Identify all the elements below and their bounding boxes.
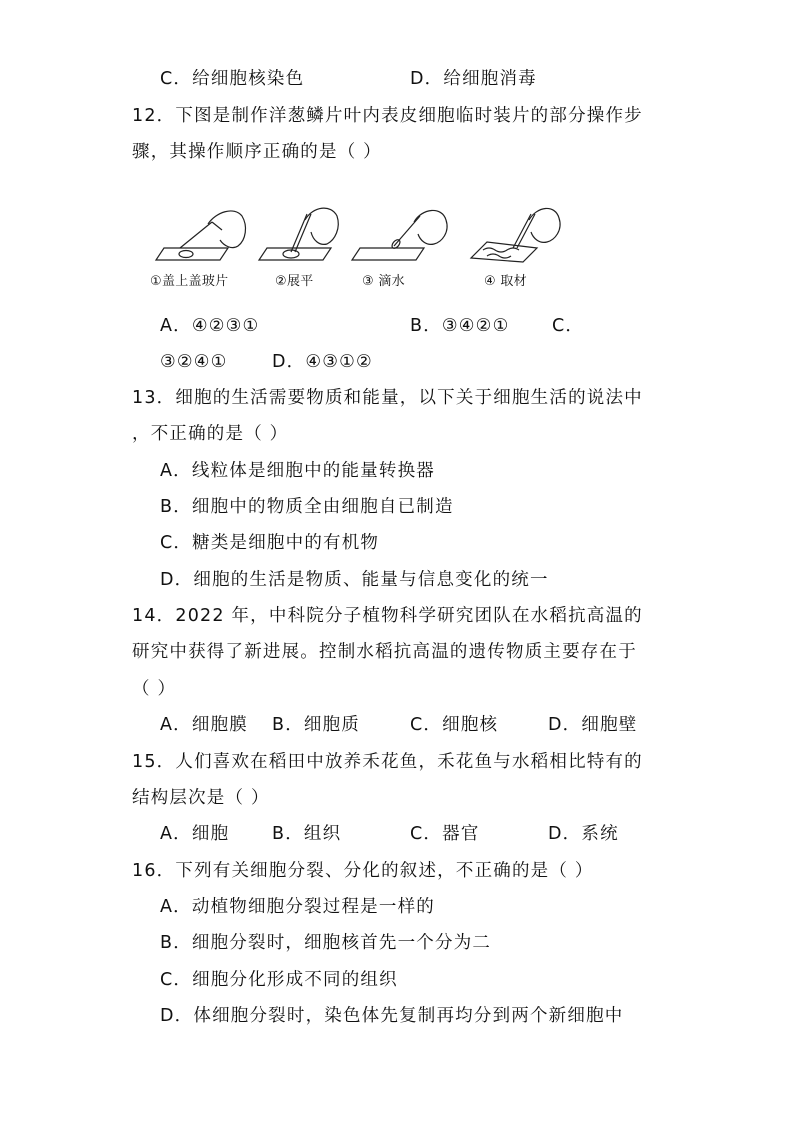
cover-slip-illustration xyxy=(156,211,245,260)
q11-option-c: C．给细胞核染色 xyxy=(160,69,305,89)
q12-option-b: B．③④②① xyxy=(410,316,510,336)
caption-drip-water: ③ 滴水 xyxy=(362,274,405,289)
q15-stem-line-1: 15．人们喜欢在稻田中放养禾花鱼，禾花鱼与水稻相比特有的 xyxy=(132,752,643,772)
q13-option-d: D．细胞的生活是物质、能量与信息变化的统一 xyxy=(160,570,549,590)
caption-take-material: ④ 取材 xyxy=(484,274,527,289)
q16-option-c: C．细胞分化形成不同的组织 xyxy=(160,970,398,990)
q16-option-d: D．体细胞分裂时，染色体先复制再均分到两个新细胞中 xyxy=(160,1006,624,1026)
q14-option-c: C．细胞核 xyxy=(410,715,499,735)
take-material-illustration xyxy=(471,208,560,262)
q13-stem-line-2: ，不正确的是（ ） xyxy=(132,424,289,444)
q12-stem-line-1: 12．下图是制作洋葱鳞片叶内表皮细胞临时装片的部分操作步 xyxy=(132,106,643,126)
q14-option-d: D．细胞壁 xyxy=(548,715,638,735)
q13-option-a: A．线粒体是细胞中的能量转换器 xyxy=(160,461,435,481)
q15-option-b: B．组织 xyxy=(272,824,342,844)
q12-procedure-figure xyxy=(150,200,570,300)
q12-option-c-value: ③②④① xyxy=(160,352,228,372)
q16-stem-line-1: 16．下列有关细胞分裂、分化的叙述，不正确的是（ ） xyxy=(132,861,594,881)
q15-option-a: A．细胞 xyxy=(160,824,230,844)
q14-stem-line-3: （ ） xyxy=(132,679,177,699)
q14-stem-line-1: 14．2022 年，中科院分子植物科学研究团队在水稻抗高温的 xyxy=(132,606,643,626)
q14-option-a: A．细胞膜 xyxy=(160,715,248,735)
q13-stem-line-1: 13．细胞的生活需要物质和能量，以下关于细胞生活的说法中 xyxy=(132,388,643,408)
spread-illustration xyxy=(259,208,338,260)
q16-option-a: A．动植物细胞分裂过程是一样的 xyxy=(160,897,435,917)
q12-stem-line-2: 骤，其操作顺序正确的是（ ） xyxy=(132,142,382,162)
q12-option-a: A．④②③① xyxy=(160,316,260,336)
q16-option-b: B．细胞分裂时，细胞核首先一个分为二 xyxy=(160,933,492,953)
caption-cover-slip: ①盖上盖玻片 xyxy=(150,274,229,289)
q12-option-c-label: C． xyxy=(552,316,585,336)
q13-option-c: C．糖类是细胞中的有机物 xyxy=(160,533,380,553)
q14-option-b: B．细胞质 xyxy=(272,715,361,735)
q13-option-b: B．细胞中的物质全由细胞自已制造 xyxy=(160,497,454,517)
q15-option-c: C．器官 xyxy=(410,824,480,844)
q15-stem-line-2: 结构层次是（ ） xyxy=(132,788,270,808)
caption-spread: ②展平 xyxy=(275,274,314,289)
q14-stem-line-2: 研究中获得了新进展。控制水稻抗高温的遗传物质主要存在于 xyxy=(132,642,637,662)
q12-option-d: D．④③①② xyxy=(272,352,373,372)
q15-option-d: D．系统 xyxy=(548,824,619,844)
drip-water-illustration xyxy=(352,210,447,260)
q11-option-d: D．给细胞消毒 xyxy=(410,69,537,89)
